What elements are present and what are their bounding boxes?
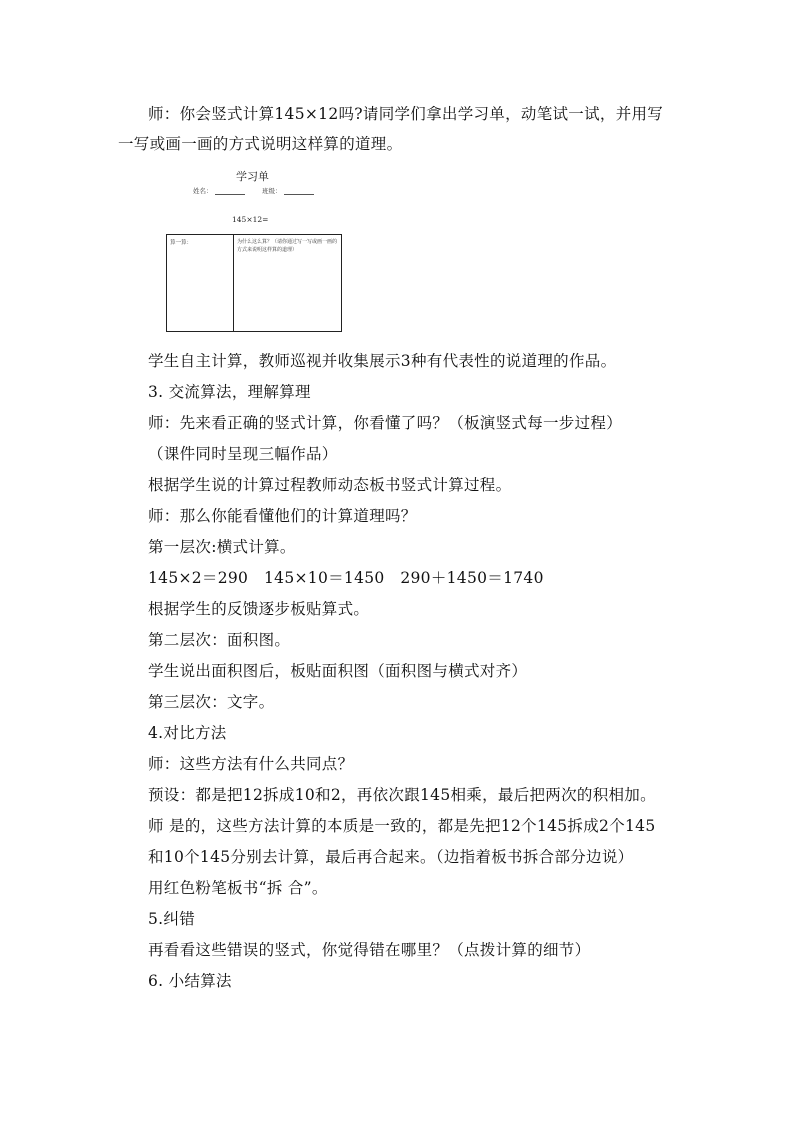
paragraph-line: （课件同时呈现三幅作品） (148, 445, 338, 463)
worksheet-class-field (262, 186, 314, 195)
paragraph-line: 根据学生的反馈逐步板贴算式。 (148, 600, 370, 618)
worksheet-name-label: 姓名： (193, 187, 213, 195)
worksheet-figure (150, 160, 355, 340)
paragraph-line: 第二层次：面积图。 (148, 631, 291, 649)
paragraph-line: 学生说出面积图后，板贴面积图（面积图与横式对齐） (148, 662, 528, 680)
paragraph-line: 和10个145分别去计算，最后再合起来。（边指着板书拆合部分边说） (148, 848, 634, 866)
section-heading: 3. 交流算法，理解算理 (148, 383, 311, 401)
paragraph-line: 根据学生说的计算过程教师动态板书竖式计算过程。 (148, 476, 512, 494)
paragraph-line: 师 是的，这些方法计算的本质是一致的，都是先把12个145拆成2个145 (148, 817, 656, 835)
worksheet-left-header: 算一算： (170, 240, 193, 246)
paragraph-line: 再看看这些错误的竖式，你觉得错在哪里？（点拨计算的细节） (148, 941, 591, 959)
worksheet-table (166, 234, 342, 332)
equation-line: 145×2＝290 145×10＝1450 290＋1450＝1740 (148, 569, 544, 587)
paragraph-line: 用红色粉笔板书“拆 合”。 (148, 879, 328, 897)
section-heading: 5.纠错 (148, 910, 195, 928)
paragraph-line: 师：先来看正确的竖式计算，你看懂了吗？（板演竖式每一步过程） (148, 414, 623, 432)
paragraph-line: 第三层次：文字。 (148, 693, 275, 711)
worksheet-title: 学习单 (236, 170, 269, 183)
paragraph-line: 一写或画一画的方式说明这样算的道理。 (118, 135, 403, 153)
paragraph-line: 师：那么你能看懂他们的计算道理吗？ (148, 507, 417, 525)
worksheet-name-field (193, 186, 245, 195)
paragraph-line: 师：这些方法有什么共同点？ (148, 755, 354, 773)
paragraph-line: 师：你会竖式计算145×12吗?请同学们拿出学习单，动笔试一试，并用写 (148, 105, 664, 123)
paragraph-line: 学生自主计算，教师巡视并收集展示3种有代表性的说道理的作品。 (148, 352, 617, 370)
worksheet-right-header: 为什么这么算？（请你通过写一写或画一画的方式来说明这样算的道理） (237, 239, 338, 253)
section-heading: 4.对比方法 (148, 724, 227, 742)
worksheet-divider (233, 235, 234, 331)
paragraph-line: 第一层次:横式计算。 (148, 538, 296, 556)
worksheet-class-label: 班级： (262, 187, 282, 195)
section-heading: 6. 小结算法 (148, 972, 232, 990)
paragraph-line: 预设：都是把12拆成10和2，再依次跟145相乘，最后把两次的积相加。 (148, 786, 656, 804)
worksheet-equation: 145×12= (232, 215, 269, 224)
